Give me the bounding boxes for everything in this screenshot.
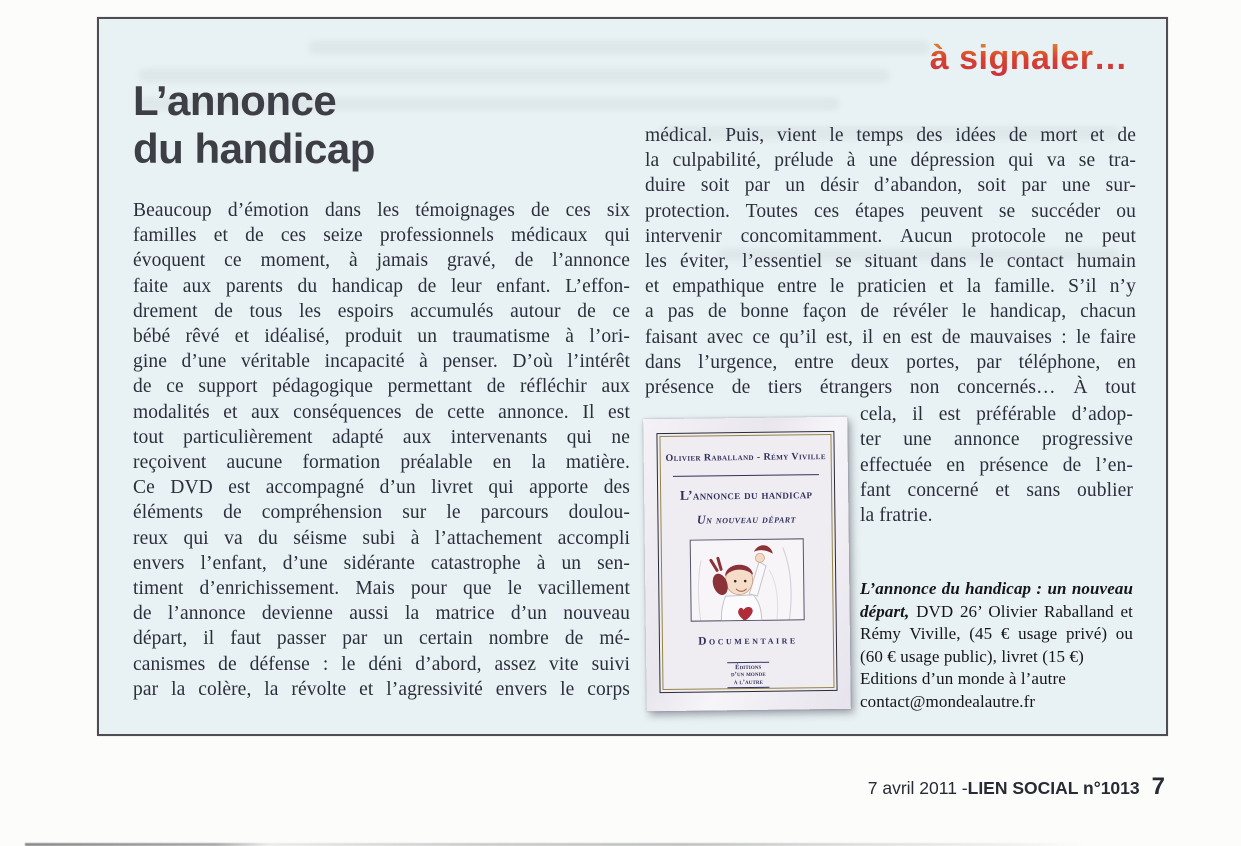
dvd-cover-illustration: [690, 539, 805, 622]
body-text-line: canismes de défense : le déni d’abord, assez vite suivi: [133, 653, 630, 675]
body-text-line: envers l’enfant, d’une sidérante catastrophe à un sen-: [133, 552, 630, 574]
caption-publisher: Editions d’un monde à l’autre: [860, 669, 1066, 689]
body-text-line: timent d’enrichissement. Mais pour que le vacillement: [133, 578, 630, 600]
body-text-line: familles et de ces seize professionnels médicaux qui: [133, 225, 630, 247]
body-text-line: médical. Puis, vient le temps des idées de mort et de: [645, 125, 1136, 146]
body-text-line: par la colère, la révolte et l’agressivité envers le corps: [133, 678, 630, 700]
body-text-line: présence de tiers étrangers non concernés… À tout: [645, 377, 1136, 399]
body-text-line: bébé rêvé et idéalisé, produit un traumatisme à l’ori-: [133, 326, 630, 348]
body-text-line: reçoivent aucune formation préalable en la matière.: [133, 452, 630, 474]
publisher-logo-line: Éditions: [735, 663, 762, 671]
dvd-cover-subtitle: Un nouveau départ: [696, 511, 797, 527]
page-title-line-2: du handicap: [133, 125, 375, 172]
page-title: [133, 77, 375, 173]
footer-magazine-name: LIEN SOCIAL n°1013: [967, 778, 1140, 798]
dvd-caption: [860, 578, 1133, 713]
body-text-line: fant concerné et sans oublier: [860, 479, 1133, 501]
caption-email: contact@mondealautre.fr: [860, 691, 1036, 711]
body-text-line: modalités et aux conséquences de cette annonce. Il est: [133, 401, 630, 423]
body-text-line: de l’annonce devienne aussi la matrice d’un nouveau: [133, 603, 630, 625]
section-badge: à signaler…: [929, 39, 1128, 77]
dvd-cover-authors: Olivier Raballand - Rémy Viville: [665, 451, 826, 465]
right-column-full-lines: [645, 123, 1136, 400]
publisher-logo: [727, 661, 770, 688]
body-text-line: reux qui va du séisme subi à l’attachement accompli: [133, 527, 630, 549]
ghost-print-artifact: [309, 41, 929, 54]
article-panel: [97, 17, 1168, 736]
body-text-line: de ce support pédagogique permettant de réfléchir aux: [133, 376, 630, 398]
caption-details: DVD 26’ Olivier Raballand et Rémy Viville, (45 € usage privé) ou (60 € usage public), livret (15 €): [860, 601, 1133, 666]
body-text-line: dans l’urgence, entre deux portes, par téléphone, en: [645, 351, 1136, 373]
publisher-logo-line: à l’autre: [733, 678, 764, 686]
body-text-line: les éviter, l’essentiel se situant dans le contact humain: [645, 251, 1136, 273]
body-text-line: la culpabilité, prélude à une dépression qui va se tra-: [645, 150, 1136, 172]
dvd-cover-frame: [659, 434, 834, 690]
body-text-line: évoquent ce moment, à jamais gravé, de l’annonce: [133, 250, 630, 272]
body-text-line: effectuée en présence de l’en-: [860, 454, 1133, 476]
body-text-line: gine d’une véritable incapacité à penser. D’où l’intérêt: [133, 351, 630, 373]
body-text-line: tout particulièrement adapté aux intervenants qui ne: [133, 426, 630, 448]
footer-page-number: 7: [1151, 773, 1165, 800]
body-text-line: faite aux parents du handicap de leur enfant. L’effon-: [133, 275, 630, 297]
body-text-line: protection. Toutes ces étapes peuvent se succéder ou: [645, 200, 1136, 222]
body-text-line: faisant avec ce qu’il est, il en est de mauvaises : le faire: [645, 326, 1136, 348]
body-text-line: Ce DVD est accompagné d’un livret qui apporte des: [133, 477, 630, 499]
dvd-cover-title: L’annonce du handicap: [679, 486, 813, 503]
dvd-cover: [656, 431, 837, 693]
dvd-cover-divider: [673, 475, 819, 477]
dvd-cover-genre: Documentaire: [698, 634, 798, 649]
right-of-dvd: [860, 402, 1133, 713]
body-text-line: drement de tous les espoirs accumulés autour de ce: [133, 300, 630, 322]
body-text-line: a pas de bonne façon de révéler le handicap, chacun: [645, 301, 1136, 323]
body-text-line: et empathique entre le praticien et la famille. S’il n’y: [645, 276, 1136, 298]
publisher-logo-line: d’un monde: [730, 671, 766, 679]
body-text-line: duire soit par un désir d’abandon, soit par une sur-: [645, 175, 1136, 197]
body-text-line: Beaucoup d’émotion dans les témoignages de ces six: [133, 200, 630, 221]
article-right-column: [645, 123, 1136, 713]
dvd-cover-photo: [643, 417, 851, 711]
body-text-line: ter une annonce progressive: [860, 429, 1133, 451]
body-text-line: cela, il est préférable d’adop-: [860, 404, 1133, 426]
article-left-column: [133, 198, 630, 702]
page-title-line-1: L’annonce: [133, 77, 337, 124]
page-footer: [868, 773, 1165, 801]
dvd-and-caption-row: [645, 402, 1136, 713]
body-text-line: éléments de compréhension sur le parcours doulou-: [133, 502, 630, 524]
caption-paragraph: [860, 578, 1133, 668]
caption-title: L’annonce du handicap : un nouveau départ,: [860, 579, 1133, 621]
footer-date: 7 avril 2011 -: [867, 778, 968, 798]
body-text-line: intervenir concomitamment. Aucun protocole ne peut: [645, 225, 1136, 247]
wrapped-text-lines: [860, 402, 1133, 528]
body-text-line: la fratrie.: [860, 505, 933, 527]
body-text-line: départ, il faut passer par un certain nombre de mé-: [133, 628, 630, 650]
